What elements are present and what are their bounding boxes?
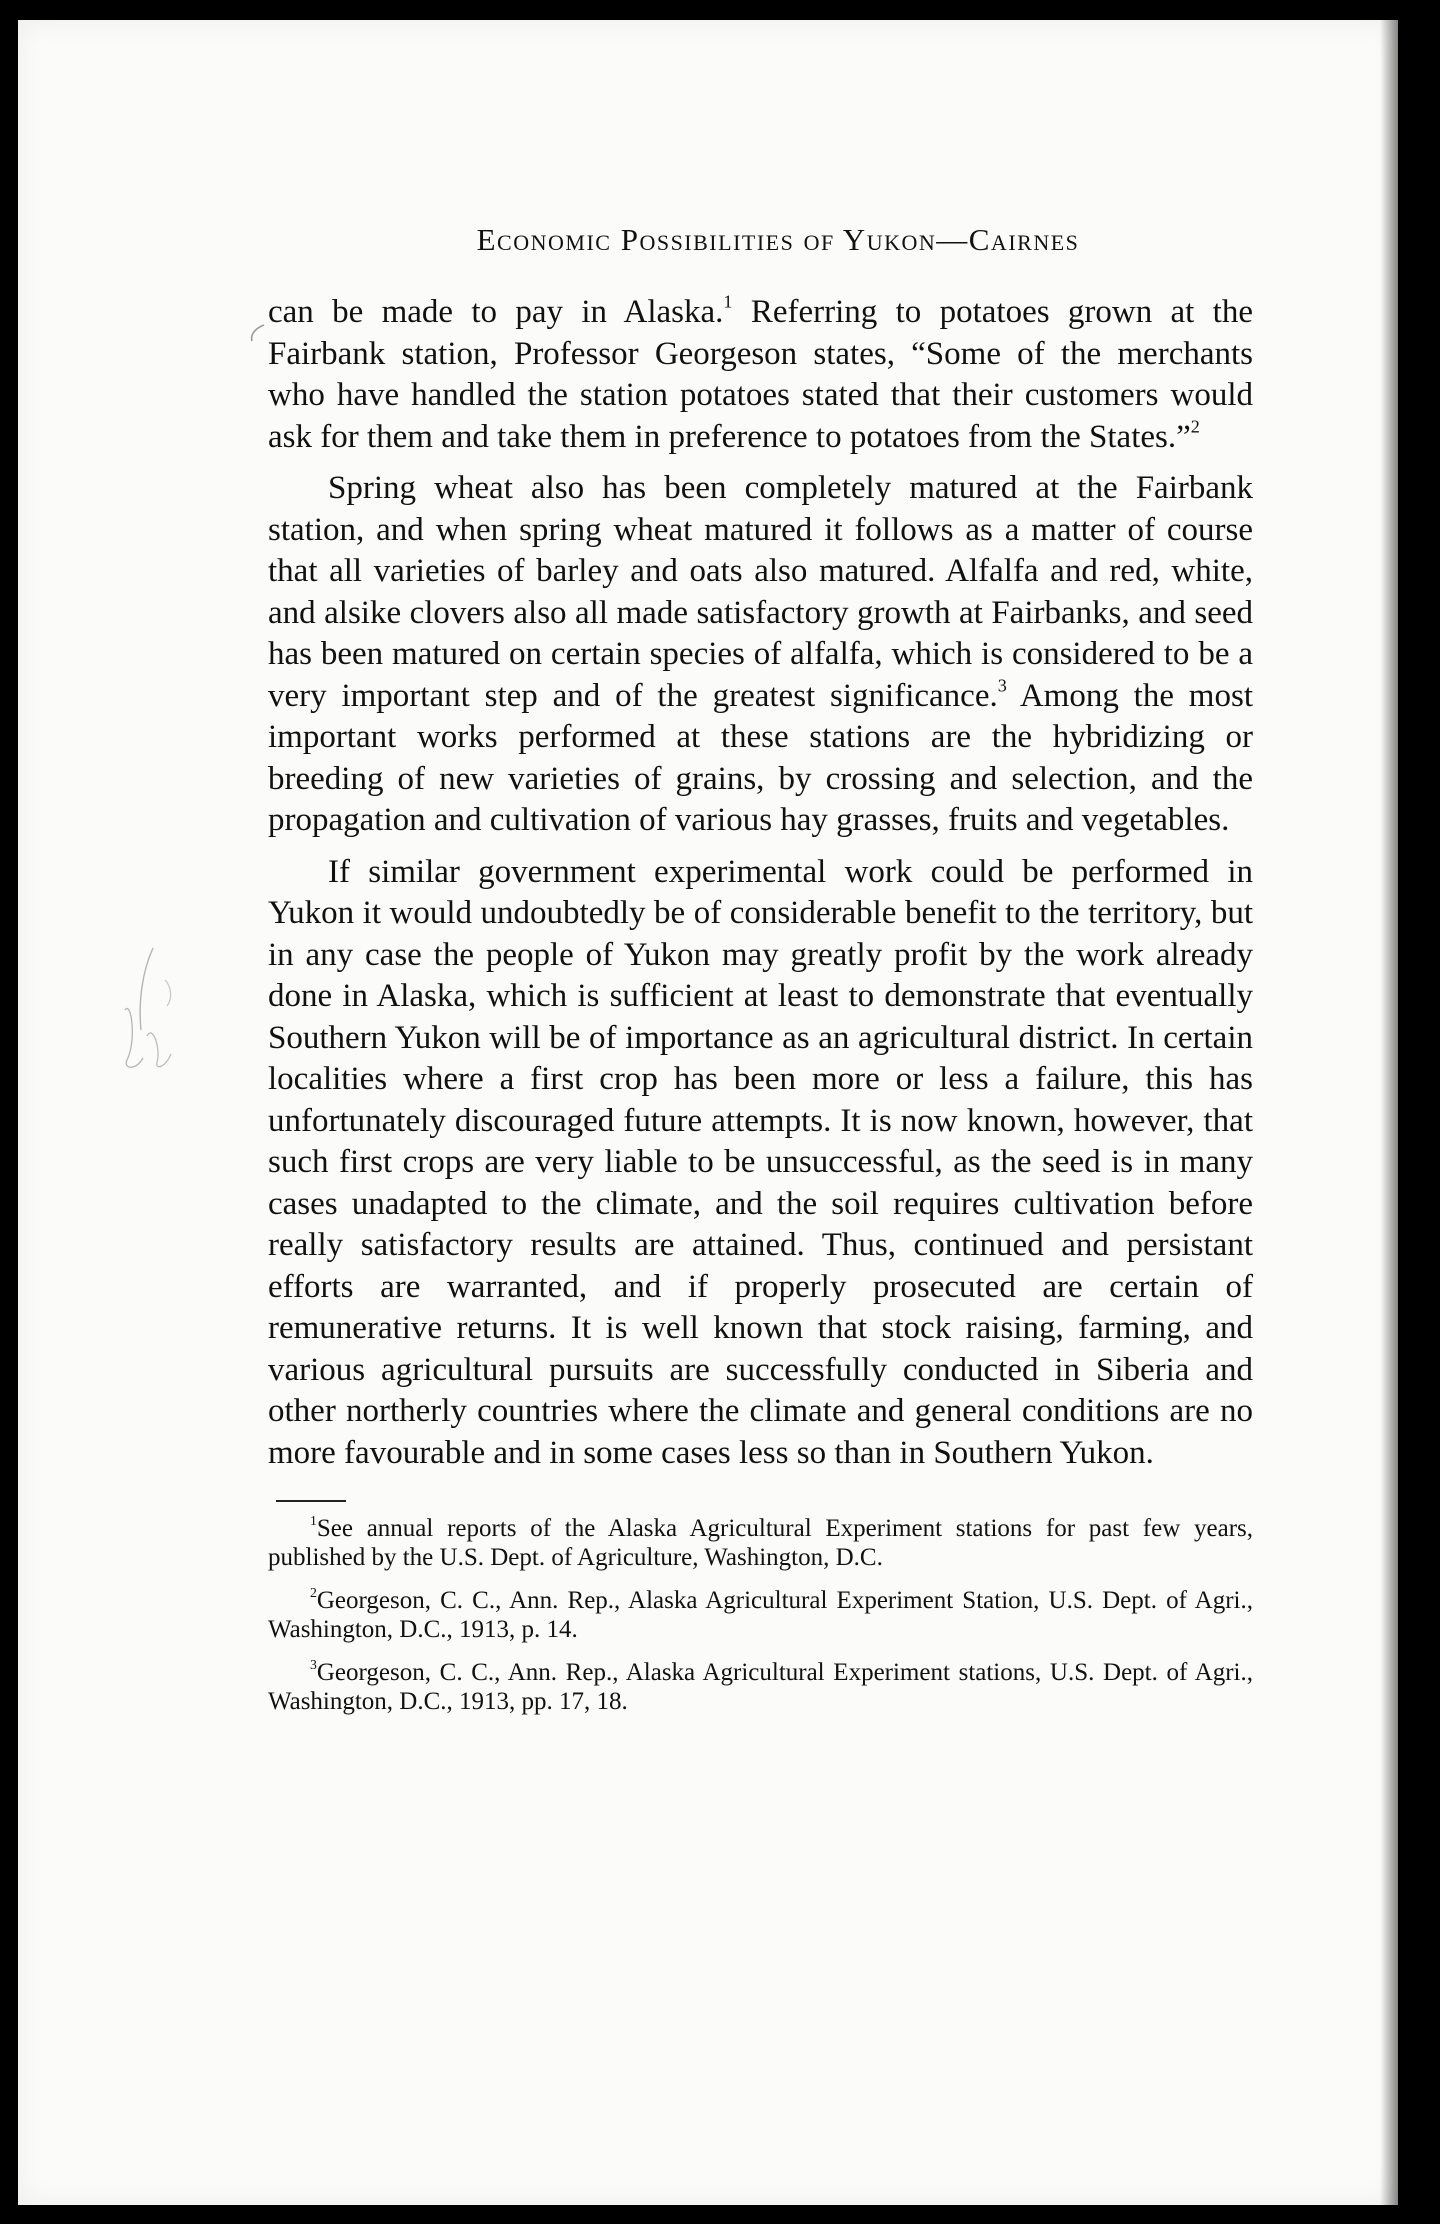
- footnote-text: Georgeson, C. C., Ann. Rep., Alaska Agricultural Experiment Station, U.S. Dept. of Agri., Washington, D.C., 1913, p. 14.: [268, 1587, 1253, 1643]
- footnote-mark: 3: [310, 1657, 317, 1672]
- paragraph-text: Among the most important works performed at these stations are the hybridizing or breeding of new varieties of grains, by crossing and selection, and the propagation and cultivation of various hay grasses, fruits and vegetables.: [268, 677, 1253, 838]
- paragraph-text: can be made to pay in Alaska.: [268, 294, 724, 330]
- footnote-reference: 1: [723, 291, 733, 312]
- footnote-mark: 2: [310, 1585, 317, 1600]
- paragraph: If similar government experimental work could be performed in Yukon it would undoubtedly be of considerable benefit to the territory, but in any case the people of Yukon may greatly profit by the work already done in Alaska, which is sufficient at least to demonstrate that eventually Southern Yukon will be of importance as an agricultural district. In certain localities where a first crop has been more or less a failure, this has unfortunately discouraged future attempts. It is now known, however, that such first crops are very liable to be unsuccessful, as the seed is in many cases unadapted to the climate, and the soil requires cultivation before really satisfactory results are attained. Thus, continued and persistant efforts are warranted, and if properly prosecuted are certain of remunerative returns. It is well known that stock raising, farming, and various agricultural pursuits are successfully conducted in Siberia and other northerly countries where the climate and general conditions are no more favourable and in some cases less so than in Southern Yukon.: [268, 853, 1253, 1471]
- footnote-reference: 2: [1190, 415, 1200, 436]
- footnote-rule: [276, 1500, 346, 1502]
- handwritten-scribble-icon: [113, 940, 183, 1090]
- paragraph: [268, 292, 1253, 458]
- footnote: [268, 1514, 1253, 1572]
- footnote-reference: 3: [997, 674, 1007, 695]
- pencil-tick-icon: [246, 322, 268, 344]
- footnote: [268, 1586, 1253, 1644]
- footnote-text: See annual reports of the Alaska Agricultural Experiment stations for past few years, published by the U.S. Dept. of Agriculture, Washington, D.C.: [268, 1515, 1253, 1571]
- footnote: [268, 1658, 1253, 1716]
- page-edge-shadow: [1380, 20, 1398, 2205]
- paragraph-text: Referring to potatoes grown at the Fairbank station, Professor Georgeson states, “Some of the merchants who have handled the station potatoes stated that their customers would ask for them and take them in preference to potatoes from the States.”: [268, 294, 1253, 455]
- footnote-text: Georgeson, C. C., Ann. Rep., Alaska Agricultural Experiment stations, U.S. Dept. of Agri., Washington, D.C., 1913, pp. 17, 18.: [268, 1659, 1253, 1715]
- footnote-mark: 1: [310, 1513, 317, 1528]
- book-page: [18, 20, 1398, 2205]
- paragraph-text: Spring wheat also has been completely matured at the Fairbank station, and when spring wheat matured it follows as a matter of course that all varieties of barley and oats also matured. Alfalfa and red, white, and alsike clovers also all made satisfactory growth at Fairbanks, and seed has been matured on certain species of alfalfa, which is considered to be a very important step and of the greatest significance.: [268, 470, 1253, 714]
- page-text: [268, 218, 1253, 1730]
- running-head: Economic Possibilities of Yukon—Cairnes: [476, 222, 1080, 257]
- paragraph: [268, 468, 1253, 842]
